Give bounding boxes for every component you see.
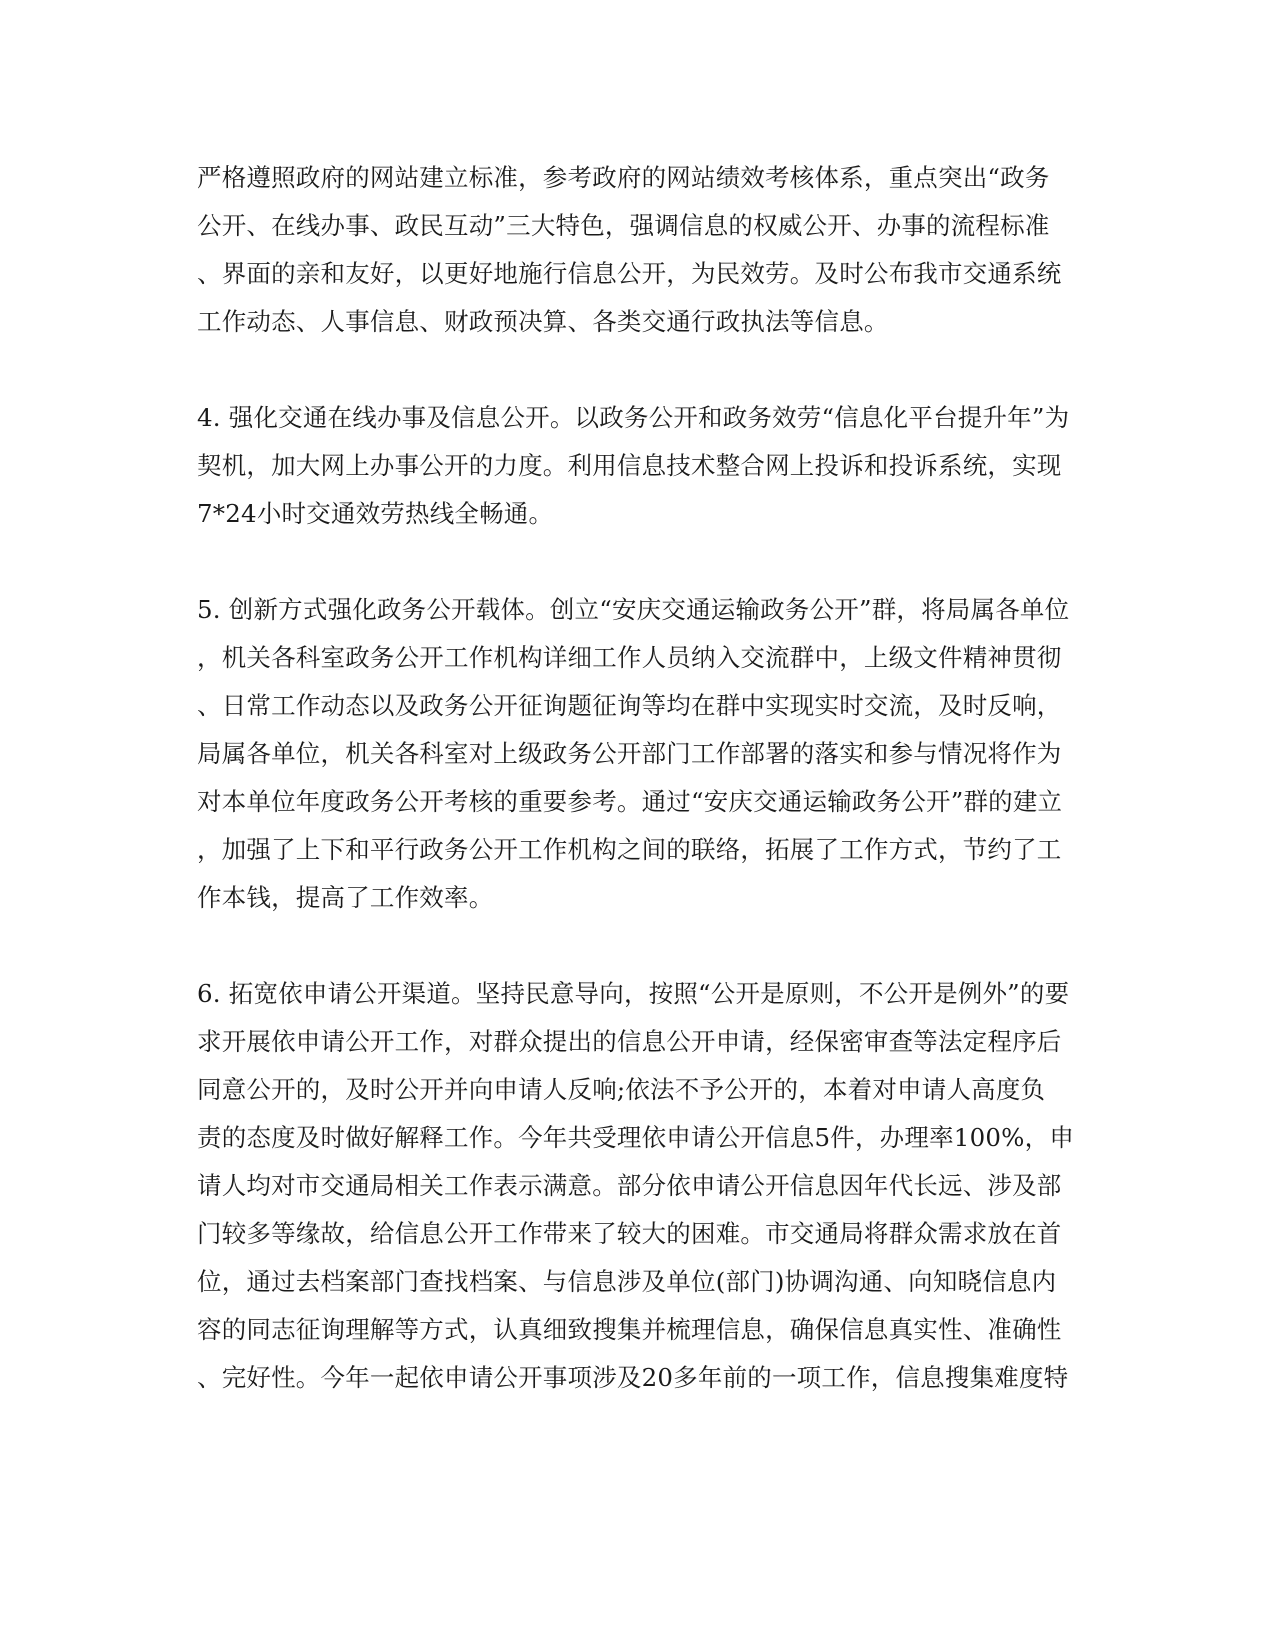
text-line: 、完好性。今年一起依申请公开事项涉及20多年前的一项工作，信息搜集难度特 bbox=[197, 1363, 1069, 1392]
paragraph-item-4 bbox=[197, 394, 1077, 538]
text-line: 同意公开的，及时公开并向申请人反响;依法不予公开的，本着对申请人高度负 bbox=[197, 1075, 1046, 1104]
text-line: 位，通过去档案部门查找档案、与信息涉及单位(部门)协调沟通、向知晓信息内 bbox=[197, 1267, 1057, 1296]
text-line: 契机，加大网上办事公开的力度。利用信息技术整合网上投诉和投诉系统，实现 bbox=[197, 451, 1062, 480]
text-line: ，加强了上下和平行政务公开工作机构之间的联络，拓展了工作方式，节约了工 bbox=[197, 835, 1062, 864]
text-line: 6. 拓宽依申请公开渠道。坚持民意导向，按照“公开是原则，不公开是例外”的要 bbox=[197, 979, 1070, 1008]
text-line: 严格遵照政府的网站建立标准，参考政府的网站绩效考核体系，重点突出“政务 bbox=[197, 163, 1050, 192]
text-line: ，机关各科室政务公开工作机构详细工作人员纳入交流群中，上级文件精神贯彻 bbox=[197, 643, 1062, 672]
text-line: 、日常工作动态以及政务公开征询题征询等均在群中实现实时交流，及时反响， bbox=[197, 691, 1062, 720]
paragraph-website-standards bbox=[197, 154, 1077, 346]
text-line: 作本钱，提高了工作效率。 bbox=[197, 883, 494, 912]
text-line: 请人均对市交通局相关工作表示满意。部分依申请公开信息因年代长远、涉及部 bbox=[197, 1171, 1062, 1200]
paragraph-item-5 bbox=[197, 586, 1077, 922]
paragraph-item-6 bbox=[197, 970, 1077, 1402]
text-line: 4. 强化交通在线办事及信息公开。以政务公开和政务效劳“信息化平台提升年”为 bbox=[197, 403, 1070, 432]
text-line: 求开展依申请公开工作，对群众提出的信息公开申请，经保密审查等法定程序后 bbox=[197, 1027, 1062, 1056]
text-line: 局属各单位，机关各科室对上级政务公开部门工作部署的落实和参与情况将作为 bbox=[197, 739, 1062, 768]
text-line: 7*24小时交通效劳热线全畅通。 bbox=[197, 499, 554, 528]
text-line: 5. 创新方式强化政务公开载体。创立“安庆交通运输政务公开”群，将局属各单位 bbox=[197, 595, 1070, 624]
text-line: 、界面的亲和友好，以更好地施行信息公开，为民效劳。及时公布我市交通系统 bbox=[197, 259, 1062, 288]
document-body bbox=[197, 154, 1077, 1450]
text-line: 责的态度及时做好解释工作。今年共受理依申请公开信息5件，办理率100%，申 bbox=[197, 1123, 1075, 1152]
text-line: 公开、在线办事、政民互动”三大特色，强调信息的权威公开、办事的流程标准 bbox=[197, 211, 1050, 240]
text-line: 容的同志征询理解等方式，认真细致搜集并梳理信息，确保信息真实性、准确性 bbox=[197, 1315, 1062, 1344]
text-line: 门较多等缘故，给信息公开工作带来了较大的困难。市交通局将群众需求放在首 bbox=[197, 1219, 1062, 1248]
text-line: 对本单位年度政务公开考核的重要参考。通过“安庆交通运输政务公开”群的建立 bbox=[197, 787, 1063, 816]
text-line: 工作动态、人事信息、财政预决算、各类交通行政执法等信息。 bbox=[197, 307, 889, 336]
